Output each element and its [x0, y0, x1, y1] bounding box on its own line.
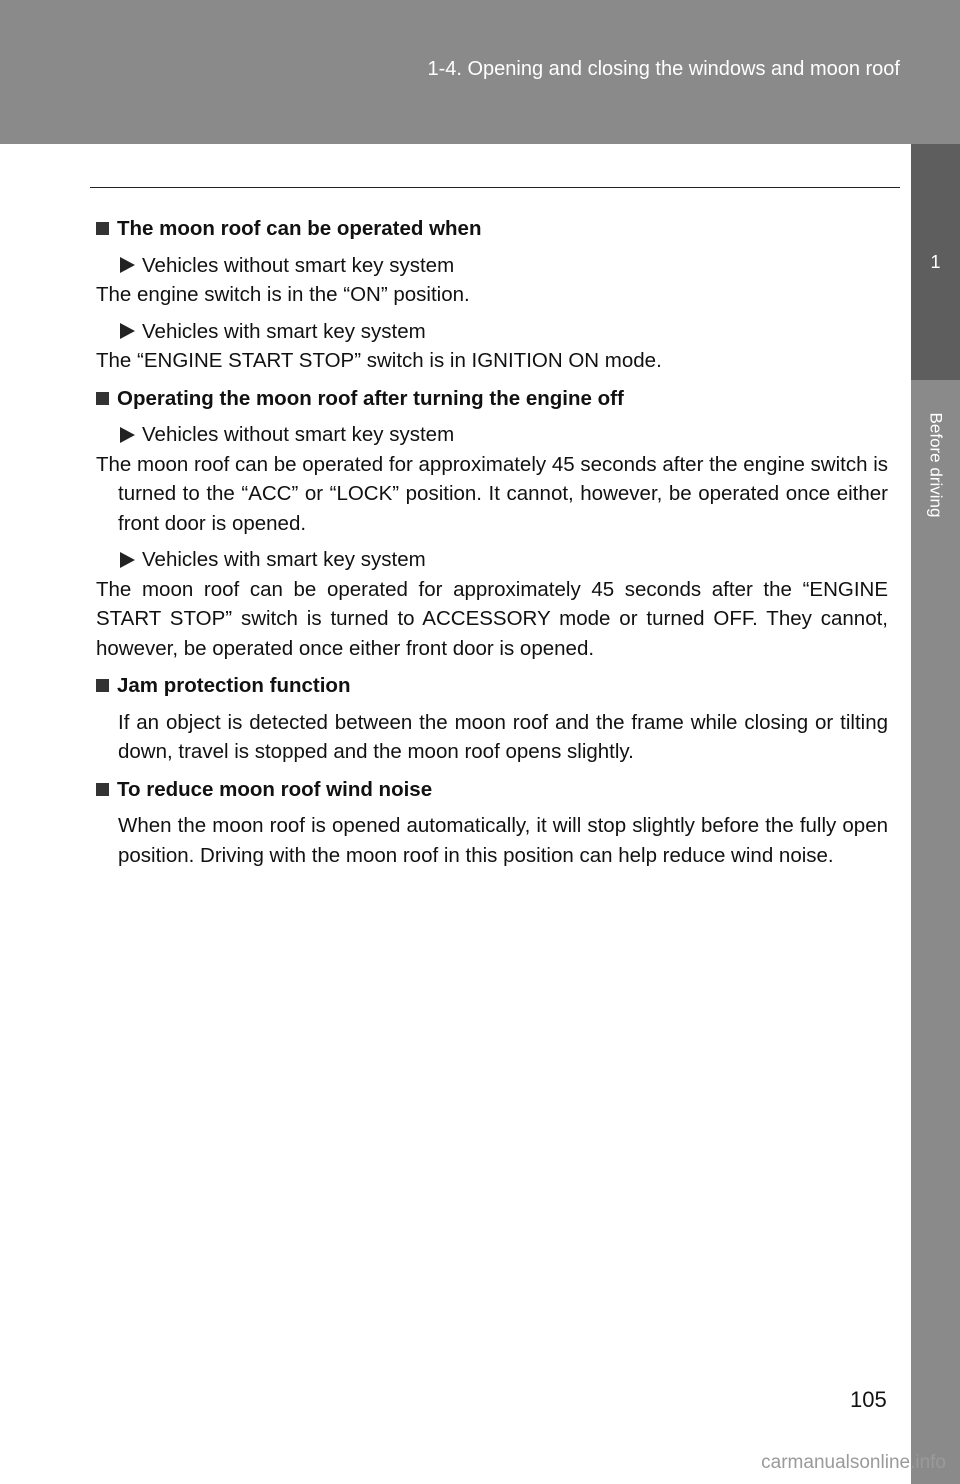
section-title: To reduce moon roof wind noise [117, 777, 433, 801]
square-bullet-icon [96, 679, 109, 692]
square-bullet-icon [96, 222, 109, 235]
section-title: The moon roof can be operated when [117, 217, 482, 240]
condition-text: The engine switch is in the “ON” position. [96, 283, 470, 306]
section-title: Jam protection function [117, 674, 351, 697]
section-jam-protection [96, 671, 888, 767]
triangle-bullet-icon [120, 427, 135, 443]
condition-text: The moon roof can be operated for approximately 45 seconds after the “ENGINE START STOP” switch is turned to ACCESSORY mode or turned OFF. They cannot, however, be operated once either front door is opened. [96, 577, 888, 660]
condition-label: Vehicles without smart key system [142, 423, 455, 446]
section-title: Operating the moon roof after turning the engine off [117, 386, 624, 410]
condition-line [120, 317, 888, 347]
page-content [96, 214, 888, 878]
section-text: When the moon roof is opened automatically, it will stop slightly before the fully open position. Driving with the moon roof in this position can help reduce wind noise. [118, 814, 888, 867]
page-header [0, 0, 960, 144]
condition-text: The moon roof can be operated for approximately 45 seconds after the engine switch is turned to the “ACC” or “LOCK” position. It cannot, however, be operated once either front door is opened. [96, 452, 888, 535]
section-heading [96, 384, 888, 414]
triangle-bullet-icon [120, 257, 135, 273]
section-heading [96, 214, 888, 244]
page-number: 105 [850, 1387, 887, 1412]
header-rule [90, 187, 900, 188]
section-heading [96, 671, 888, 701]
section-after-engine-off [96, 384, 888, 664]
chapter-title: 1-4. Opening and closing the windows and moon roof [427, 58, 900, 80]
side-tab-label-box [911, 395, 960, 535]
section-heading [96, 775, 888, 805]
condition-line [120, 251, 888, 281]
section-operation-conditions [96, 214, 888, 376]
watermark-text: carmanualsonline.info [761, 1452, 946, 1473]
square-bullet-icon [96, 783, 109, 796]
side-tab-label: Before driving [926, 412, 946, 518]
condition-line [120, 420, 888, 450]
condition-label: Vehicles without smart key system [142, 253, 455, 277]
section-wind-noise [96, 775, 888, 871]
section-text: If an object is detected between the moon roof and the frame while closing or tilting down, travel is stopped and the moon roof opens slightly. [118, 710, 888, 763]
condition-line [120, 545, 888, 575]
condition-label: Vehicles with smart key system [142, 319, 426, 343]
condition-text: The “ENGINE START STOP” switch is in IGNITION ON mode. [96, 349, 662, 372]
triangle-bullet-icon [120, 323, 135, 339]
condition-label: Vehicles with smart key system [142, 548, 426, 571]
triangle-bullet-icon [120, 552, 135, 568]
square-bullet-icon [96, 392, 109, 405]
side-tab-number: 1 [911, 144, 960, 380]
